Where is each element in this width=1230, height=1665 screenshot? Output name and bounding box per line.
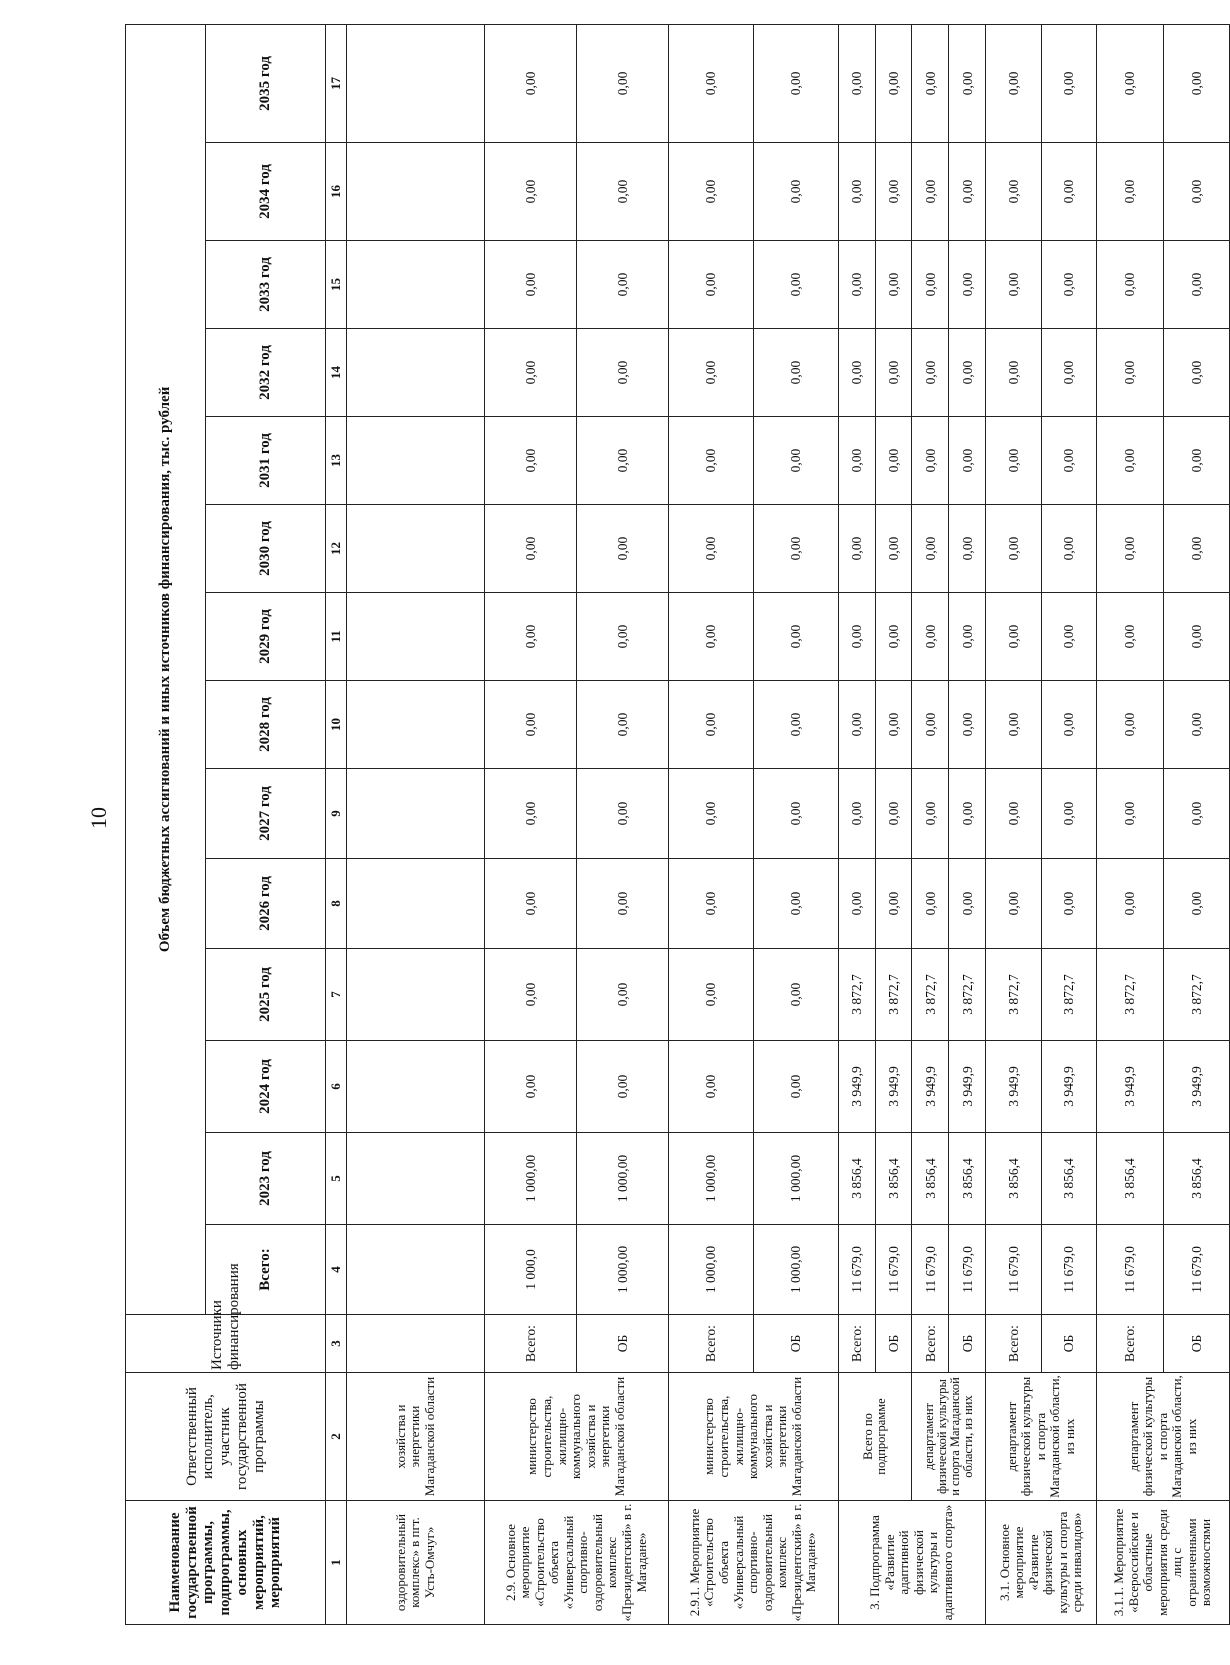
row-value: 0,00 [838,417,875,505]
row-value: 3 856,4 [838,1133,875,1225]
row-value: 0,00 [875,505,912,593]
row-value: 0,00 [669,949,754,1041]
row-value: 0,00 [576,859,668,949]
row-value: 0,00 [576,24,668,142]
column-index: 4 [326,1225,347,1315]
row-value: 0,00 [1163,593,1229,681]
row-value: 0,00 [912,859,949,949]
row-name: 2.9. Основное мероприятие «Строительство объекта «Универсальный спортивно-оздоровительный комплекс «Президентский» в г. Магадане» [484,1501,668,1625]
row-value: 0,00 [753,859,838,949]
row-value: 0,00 [1041,24,1096,142]
row-value: 0,00 [912,593,949,681]
row-name: 3.1. Основное мероприятие «Развитие физической культуры и спорта среди инвалидов» [986,1501,1097,1625]
row-value: 0,00 [753,593,838,681]
column-index: 1 [326,1501,347,1625]
row-responsible: департамент физической культуры и спорта Магаданской области, из них [912,1373,986,1501]
row-value: 0,00 [838,329,875,417]
row-value: 0,00 [838,769,875,859]
row-value: 0,00 [838,24,875,142]
row-value: 0,00 [484,1041,576,1133]
row-value: 3 949,9 [1041,1041,1096,1133]
row-value [347,593,485,681]
header-year: 2029 год [206,593,326,681]
row-value: 0,00 [838,505,875,593]
header-year: 2033 год [206,241,326,329]
row-value: 0,00 [912,505,949,593]
row-value: 0,00 [949,329,986,417]
row-value: 0,00 [484,417,576,505]
row-value: 0,00 [838,681,875,769]
rotated-page [125,25,1230,1625]
row-value: 0,00 [753,329,838,417]
table-row [1097,24,1163,1624]
row-value: 0,00 [753,241,838,329]
row-value: 3 949,9 [912,1041,949,1133]
row-value: 0,00 [949,681,986,769]
row-value: 11 679,0 [912,1225,949,1315]
table-row [669,24,754,1624]
row-value: 0,00 [1097,417,1163,505]
row-value: 0,00 [875,241,912,329]
header-year: 2023 год [206,1133,326,1225]
row-value: 3 856,4 [1163,1133,1229,1225]
row-name: 3. Подпрограмма «Развитие адаптивной физической культуры и адаптивного спорта» [838,1501,986,1625]
row-value: 0,00 [753,143,838,241]
row-value: 0,00 [1097,24,1163,142]
row-value: 0,00 [669,417,754,505]
row-value: 0,00 [949,859,986,949]
row-value: 0,00 [1097,505,1163,593]
row-value [347,681,485,769]
row-value: 0,00 [986,681,1041,769]
row-value: 0,00 [669,1041,754,1133]
row-value: 0,00 [669,859,754,949]
row-value: 0,00 [949,417,986,505]
row-value: 0,00 [753,769,838,859]
row-source: Всего: [838,1315,875,1373]
row-value: 0,00 [1163,505,1229,593]
row-value: 3 949,9 [986,1041,1041,1133]
row-value: 0,00 [912,24,949,142]
row-value: 0,00 [949,769,986,859]
row-value: 3 856,4 [986,1133,1041,1225]
row-value: 0,00 [753,1041,838,1133]
row-value: 0,00 [986,143,1041,241]
row-value: 11 679,0 [1041,1225,1096,1315]
row-value: 0,00 [669,24,754,142]
row-value: 0,00 [949,241,986,329]
row-value: 3 949,9 [1097,1041,1163,1133]
row-value: 11 679,0 [986,1225,1041,1315]
row-value: 0,00 [753,505,838,593]
row-responsible: департамент физической культуры и спорта Магаданской области, из них [986,1373,1097,1501]
row-value: 0,00 [753,949,838,1041]
table-row [986,24,1041,1624]
row-value [347,769,485,859]
row-value: 0,00 [669,681,754,769]
row-value: 0,00 [576,417,668,505]
row-source: ОБ [875,1315,912,1373]
row-value: 1 000,00 [753,1225,838,1315]
column-index: 3 [326,1315,347,1373]
column-index: 6 [326,1041,347,1133]
table-row [484,24,576,1624]
row-value: 0,00 [484,949,576,1041]
row-value: 0,00 [912,329,949,417]
row-name: 3.1.1. Мероприятие «Всероссийские и областные мероприятия среди лиц с ограниченными возможностями [1097,1501,1230,1625]
row-value: 3 872,7 [1041,949,1096,1041]
row-value: 0,00 [576,241,668,329]
row-value: 11 679,0 [1097,1225,1163,1315]
row-value: 11 679,0 [949,1225,986,1315]
row-value: 1 000,00 [484,1133,576,1225]
row-value: 0,00 [576,329,668,417]
row-value [347,1225,485,1315]
row-value [347,1133,485,1225]
row-value: 0,00 [484,143,576,241]
row-value: 3 856,4 [912,1133,949,1225]
row-value: 0,00 [875,417,912,505]
row-value: 0,00 [986,769,1041,859]
row-value: 1 000,00 [576,1225,668,1315]
row-value: 0,00 [986,417,1041,505]
row-value: 0,00 [1097,769,1163,859]
header-year: 2024 год [206,1041,326,1133]
row-value: 0,00 [1097,143,1163,241]
row-value: 0,00 [875,859,912,949]
row-responsible: министерство строительства, жилищно-коммунального хозяйства и энергетики Магаданской области [484,1373,668,1501]
row-value: 0,00 [838,143,875,241]
row-source: ОБ [1163,1315,1229,1373]
row-value: 3 872,7 [912,949,949,1041]
header-year: 2028 год [206,681,326,769]
header-year: 2035 год [206,24,326,142]
header-year: 2031 год [206,417,326,505]
row-value: 0,00 [1041,769,1096,859]
row-value [347,417,485,505]
row-value: 0,00 [1163,859,1229,949]
row-value [347,949,485,1041]
row-value: 0,00 [986,241,1041,329]
column-index: 8 [326,859,347,949]
header-year: 2034 год [206,143,326,241]
row-value: 0,00 [669,329,754,417]
row-value: 0,00 [484,24,576,142]
row-value: 0,00 [1163,241,1229,329]
row-value: 0,00 [875,769,912,859]
row-value: 3 856,4 [875,1133,912,1225]
row-value: 0,00 [1041,505,1096,593]
row-value: 3 949,9 [1163,1041,1229,1133]
column-index: 10 [326,681,347,769]
row-value [347,241,485,329]
row-value: 0,00 [838,241,875,329]
header-year: 2032 год [206,329,326,417]
row-value: 0,00 [576,681,668,769]
table-row [347,24,485,1624]
row-value: 0,00 [669,769,754,859]
row-value: 0,00 [838,593,875,681]
row-value: 0,00 [875,329,912,417]
row-source: Всего: [912,1315,949,1373]
row-value: 0,00 [949,24,986,142]
row-value [347,859,485,949]
row-value: 0,00 [1163,769,1229,859]
row-value [347,329,485,417]
row-value: 1 000,00 [669,1133,754,1225]
row-value [347,24,485,142]
row-responsible: Всего по подпрограмме [838,1373,912,1501]
row-value: 0,00 [1097,593,1163,681]
row-value: 0,00 [838,859,875,949]
row-source [347,1315,485,1373]
row-value: 0,00 [1041,859,1096,949]
row-value: 0,00 [1097,241,1163,329]
row-value: 0,00 [1097,681,1163,769]
row-value: 1 000,00 [669,1225,754,1315]
row-value: 0,00 [576,769,668,859]
row-value: 0,00 [1041,681,1096,769]
row-value: 0,00 [484,859,576,949]
row-value: 0,00 [912,143,949,241]
page-number: 10 [86,807,111,829]
header-year: 2030 год [206,505,326,593]
row-value: 0,00 [753,417,838,505]
row-source: ОБ [1041,1315,1096,1373]
row-value: 3 872,7 [986,949,1041,1041]
row-value: 0,00 [1041,593,1096,681]
header-col-source: Источники финансирования [126,1315,326,1373]
row-value: 0,00 [1097,329,1163,417]
row-value: 0,00 [1041,143,1096,241]
column-index: 7 [326,949,347,1041]
row-value: 0,00 [912,241,949,329]
row-value: 11 679,0 [875,1225,912,1315]
header-year: 2026 год [206,859,326,949]
row-value: 0,00 [669,241,754,329]
row-value: 3 856,4 [1041,1133,1096,1225]
row-source: ОБ [949,1315,986,1373]
row-value: 0,00 [1163,681,1229,769]
row-value: 0,00 [986,329,1041,417]
row-source: Всего: [484,1315,576,1373]
row-source: Всего: [1097,1315,1163,1373]
row-value: 3 856,4 [1097,1133,1163,1225]
row-value: 0,00 [484,769,576,859]
row-value: 0,00 [912,681,949,769]
row-value: 0,00 [875,593,912,681]
row-value: 0,00 [912,769,949,859]
row-value: 3 872,7 [1163,949,1229,1041]
row-value: 0,00 [484,505,576,593]
row-value: 0,00 [1041,329,1096,417]
row-source: Всего: [669,1315,754,1373]
row-value: 3 949,9 [875,1041,912,1133]
row-value: 1 000,00 [753,1133,838,1225]
column-index: 16 [326,143,347,241]
row-name: 2.9.1. Мероприятие «Строительство объекта «Универсальный спортивно-оздоровительный комплекс «Президентский» в г. Магадане» [669,1501,839,1625]
row-value: 0,00 [949,593,986,681]
row-value: 0,00 [576,593,668,681]
row-value: 0,00 [986,593,1041,681]
row-source: ОБ [576,1315,668,1373]
row-value: 0,00 [1163,329,1229,417]
header-total: Всего: [206,1225,326,1315]
row-value [347,505,485,593]
row-responsible: министерство строительства, жилищно-коммунального хозяйства и энергетики Магаданской области [669,1373,839,1501]
row-source: Всего: [986,1315,1041,1373]
row-responsible: департамент физической культуры и спорта Магаданской области, из них [1097,1373,1230,1501]
row-value: 0,00 [484,681,576,769]
row-value: 0,00 [1163,24,1229,142]
row-value: 3 872,7 [875,949,912,1041]
row-value [347,1041,485,1133]
row-value: 0,00 [484,241,576,329]
column-index: 14 [326,329,347,417]
header-financing-volume: Объем бюджетных ассигнований и иных источников финансирования, тыс. рублей [126,24,206,1314]
row-value: 1 000,0 [484,1225,576,1315]
row-value: 11 679,0 [838,1225,875,1315]
row-value: 0,00 [1163,143,1229,241]
row-value: 0,00 [484,329,576,417]
row-value: 0,00 [576,949,668,1041]
row-value: 3 872,7 [838,949,875,1041]
row-value: 0,00 [669,143,754,241]
row-value: 0,00 [1163,417,1229,505]
table-row [912,24,949,1624]
column-index: 12 [326,505,347,593]
row-value: 0,00 [986,505,1041,593]
row-value: 3 856,4 [949,1133,986,1225]
row-value: 3 872,7 [949,949,986,1041]
row-value: 0,00 [576,505,668,593]
column-index: 17 [326,24,347,142]
header-col-name: Наименование государственной программы, подпрограммы, основных мероприятий, мероприятий [126,1501,326,1625]
table-row [838,24,875,1624]
column-index: 2 [326,1373,347,1501]
row-value: 0,00 [875,143,912,241]
column-index: 9 [326,769,347,859]
column-index: 15 [326,241,347,329]
row-value: 0,00 [1097,859,1163,949]
row-value: 0,00 [1041,417,1096,505]
header-year: 2027 год [206,769,326,859]
row-responsible: хозяйства и энергетики Магаданской области [347,1373,485,1501]
row-value: 0,00 [753,681,838,769]
row-value: 0,00 [875,681,912,769]
row-name: оздоровительный комплекс» в пгт. Усть-Омчуг» [347,1501,485,1625]
header-col-responsible: Ответственный исполнитель, участник государственной программы [126,1373,326,1501]
row-source: ОБ [753,1315,838,1373]
row-value: 0,00 [912,417,949,505]
row-value: 0,00 [986,24,1041,142]
row-value: 3 949,9 [838,1041,875,1133]
row-value: 3 949,9 [949,1041,986,1133]
row-value: 0,00 [669,505,754,593]
row-value: 3 872,7 [1097,949,1163,1041]
row-value: 0,00 [576,1041,668,1133]
row-value: 0,00 [753,24,838,142]
column-index: 5 [326,1133,347,1225]
row-value: 0,00 [875,24,912,142]
row-value: 0,00 [986,859,1041,949]
column-index: 13 [326,417,347,505]
row-value: 0,00 [949,505,986,593]
row-value: 0,00 [949,143,986,241]
row-value: 11 679,0 [1163,1225,1229,1315]
row-value: 0,00 [669,593,754,681]
header-year: 2025 год [206,949,326,1041]
financing-table [125,24,1230,1625]
row-value: 1 000,00 [576,1133,668,1225]
row-value: 0,00 [484,593,576,681]
row-value: 0,00 [1041,241,1096,329]
row-value [347,143,485,241]
column-index: 11 [326,593,347,681]
row-value: 0,00 [576,143,668,241]
